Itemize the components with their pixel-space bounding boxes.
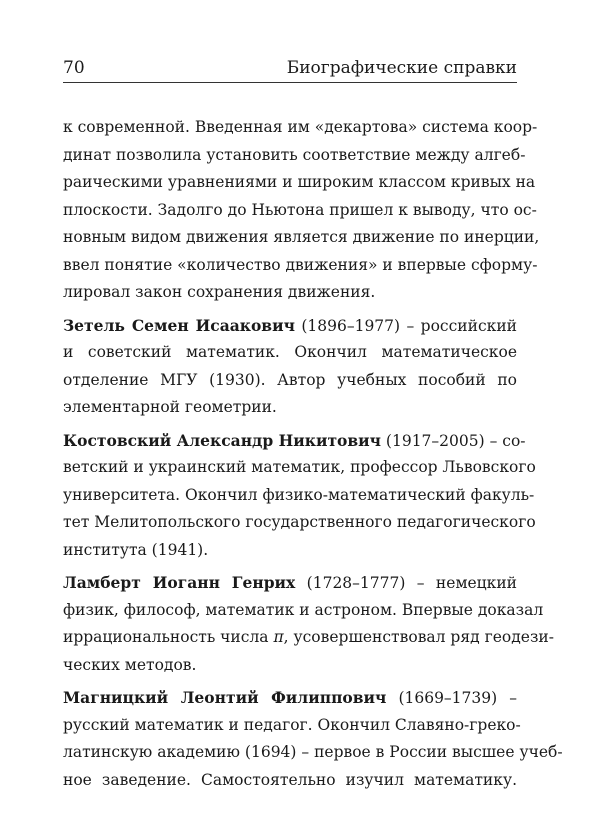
entry-dates: (1917–2005) – со- — [381, 431, 526, 450]
text-line: новным видом движения является движение по инерции, — [63, 228, 540, 246]
text-line: раическими уравнениями и широким классом кривых на — [63, 173, 536, 191]
text-line: и советский математик. Окончил математическое — [63, 343, 517, 361]
header-rule — [63, 82, 517, 83]
entry-first-line — [63, 569, 517, 597]
entry-name: Костовский Александр Никитович — [63, 430, 381, 450]
running-header — [63, 52, 517, 82]
text-line: университета. Окончил физико-математический факуль- — [63, 485, 535, 504]
entry-dates: (1669–1739) – — [386, 689, 517, 707]
running-title: Биографические справки — [286, 58, 517, 78]
entry-first-line — [63, 427, 526, 455]
text-line: элементарной геометрии. — [63, 398, 277, 416]
pi-symbol: π — [273, 628, 284, 646]
pi-line-after: , усовершенствовал ряд геодези- — [283, 628, 554, 646]
bio-entry-magnitsky — [63, 684, 563, 794]
bio-entry-lambert — [63, 569, 554, 679]
entry-name: Магницкий Леонтий Филиппович — [63, 688, 387, 707]
text-line: динат позволила установить соответствие между алгеб- — [63, 145, 526, 164]
text-line: ветский и украинский математик, профессор Львовского — [63, 458, 536, 476]
entry-name: Зетель Семен Исаакович — [63, 315, 295, 335]
text-line: ввел понятие «количество движения» и впервые сформу- — [63, 255, 538, 274]
text-line: института (1941). — [63, 540, 209, 559]
entry-dates: (1728–1777) – немецкий — [295, 574, 517, 592]
text-line: русский математик и педагог. Окончил Славяно-греко- — [63, 715, 521, 734]
entry-name: Ламберт Иоганн Генрих — [63, 573, 296, 592]
text-line: плоскости. Задолго до Ньютона пришел к выводу, что ос- — [63, 200, 537, 219]
text-line: латинскую академию (1694) – первое в России высшее учеб- — [63, 743, 563, 761]
text-line: физик, философ, математик и астроном. Впервые доказал — [63, 600, 544, 619]
page-number: 70 — [63, 58, 85, 78]
text-line — [63, 624, 554, 652]
intro-paragraph — [63, 114, 540, 307]
text-line: отделение МГУ (1930). Автор учебных пособий по — [63, 370, 517, 389]
bio-entry-kostovsky — [63, 427, 536, 565]
pi-line-before: иррациональность числа — [63, 628, 274, 646]
entry-first-line — [63, 684, 517, 712]
text-line: тет Мелитопольского государственного педагогического — [63, 513, 536, 531]
page-body — [63, 114, 563, 794]
entry-dates: (1896–1977) – российский — [294, 316, 517, 335]
text-line: к современной. Введенная им «декартова» система коор- — [63, 118, 538, 136]
text-line: ческих методов. — [63, 655, 197, 674]
text-line: ное заведение. Самостоятельно изучил математику. — [63, 770, 517, 789]
text-line: лировал закон сохранения движения. — [63, 283, 376, 301]
bio-entry-zetel — [63, 312, 517, 422]
entry-first-line — [63, 312, 517, 340]
